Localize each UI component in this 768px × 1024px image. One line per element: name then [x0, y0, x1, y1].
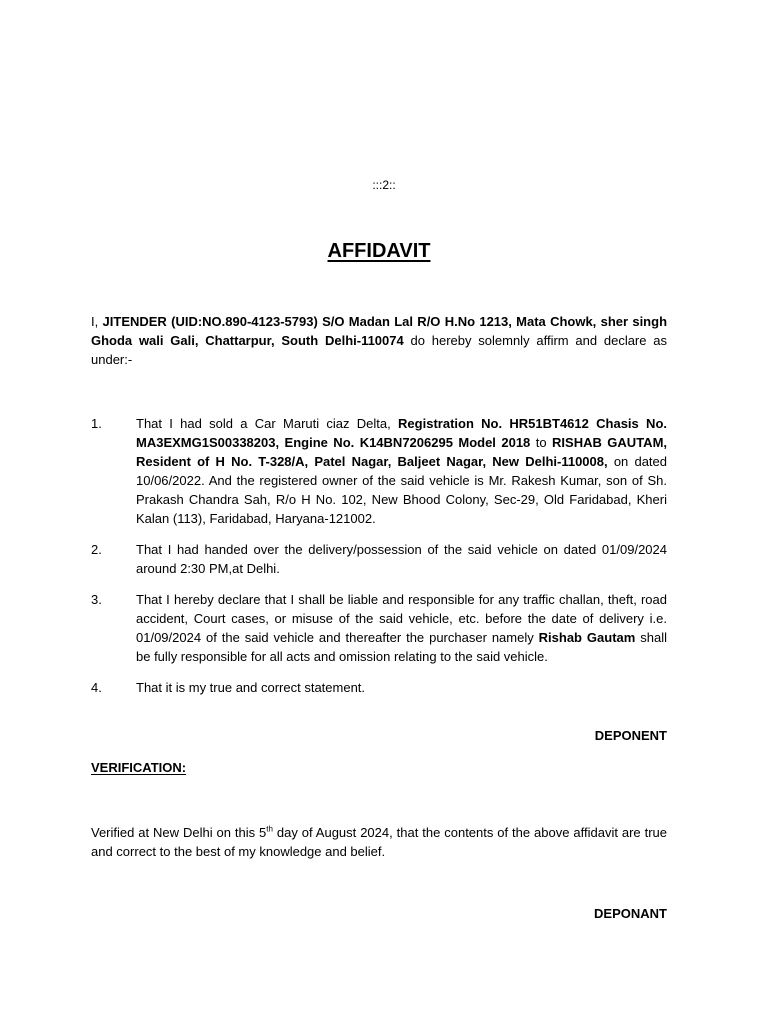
intro-prefix: I, [91, 314, 103, 329]
item-text: on dated 10/06/2022. And the registered owner of the said vehicle is Mr. Rakesh Kumar, son of Sh. Prakash Chandra Sah, R/o H No. 102, New Bhood Colony, Sec-29, Old Faridabad, Kheri Kalan (113), Faridabad, Haryana-121002. [136, 454, 668, 526]
intro-suffix: do hereby solemnly affirm and declare as under:- [91, 333, 668, 367]
declaration-item-2 [91, 540, 667, 578]
item-text: That I hereby declare that I shall be liable and responsible for any traffic challan, theft, road accident, Court cases, or misuse of the said vehicle, etc. before the date of delivery i.e. 01/09/2024 of the said vehicle and thereafter the purchaser namely [136, 592, 667, 645]
item-number: 1. [91, 416, 102, 431]
item-number: 3. [91, 592, 102, 607]
deponent-signature-label: DEPONENT [594, 728, 667, 743]
declaration-list [91, 414, 667, 709]
verification-paragraph [91, 823, 667, 861]
document-title: AFFIDAVIT [327, 240, 431, 262]
item-text: shall be fully responsible for all acts and omission relating to the said vehicle. [136, 630, 667, 664]
declaration-item-4 [91, 678, 667, 697]
verification-heading: VERIFICATION: [91, 760, 187, 775]
deponant-signature-label: DEPONANT [594, 906, 667, 921]
intro-paragraph [91, 312, 667, 369]
declaration-item-3 [91, 590, 667, 666]
item-text: That it is my true and correct statement. [136, 680, 366, 695]
vehicle-details: Registration No. HR51BT4612 Chasis No. MA3EXMG1S00338203, Engine No. K14BN7206295 Model 2018 [136, 416, 667, 450]
declaration-item-1 [91, 414, 667, 528]
page-number: :::2:: [372, 178, 396, 192]
purchaser-name: Rishab Gautam [538, 630, 636, 645]
item-text: That I had sold a Car Maruti ciaz Delta, [136, 416, 399, 431]
purchaser-details: RISHAB GAUTAM, Resident of H No. T-328/A, Patel Nagar, Baljeet Nagar, New Delhi-110008, [136, 435, 668, 469]
verification-suffix: day of August 2024, that the contents of the above affidavit are true and correct to the best of my knowledge and belief. [91, 825, 667, 859]
deponent-details: JITENDER (UID:NO.890-4123-5793) S/O Madan Lal R/O H.No 1213, Mata Chowk, sher singh Ghoda wali Gali, Chattarpur, South Delhi-110074 [91, 314, 668, 348]
ordinal-suffix: th [266, 824, 273, 834]
item-number: 4. [91, 680, 102, 695]
verification-prefix: Verified at New Delhi on this 5 [91, 825, 267, 840]
item-text: That I had handed over the delivery/possession of the said vehicle on dated 01/09/2024 around 2:30 PM,at Delhi. [136, 542, 667, 576]
item-text: to [530, 435, 553, 450]
item-number: 2. [91, 542, 102, 557]
